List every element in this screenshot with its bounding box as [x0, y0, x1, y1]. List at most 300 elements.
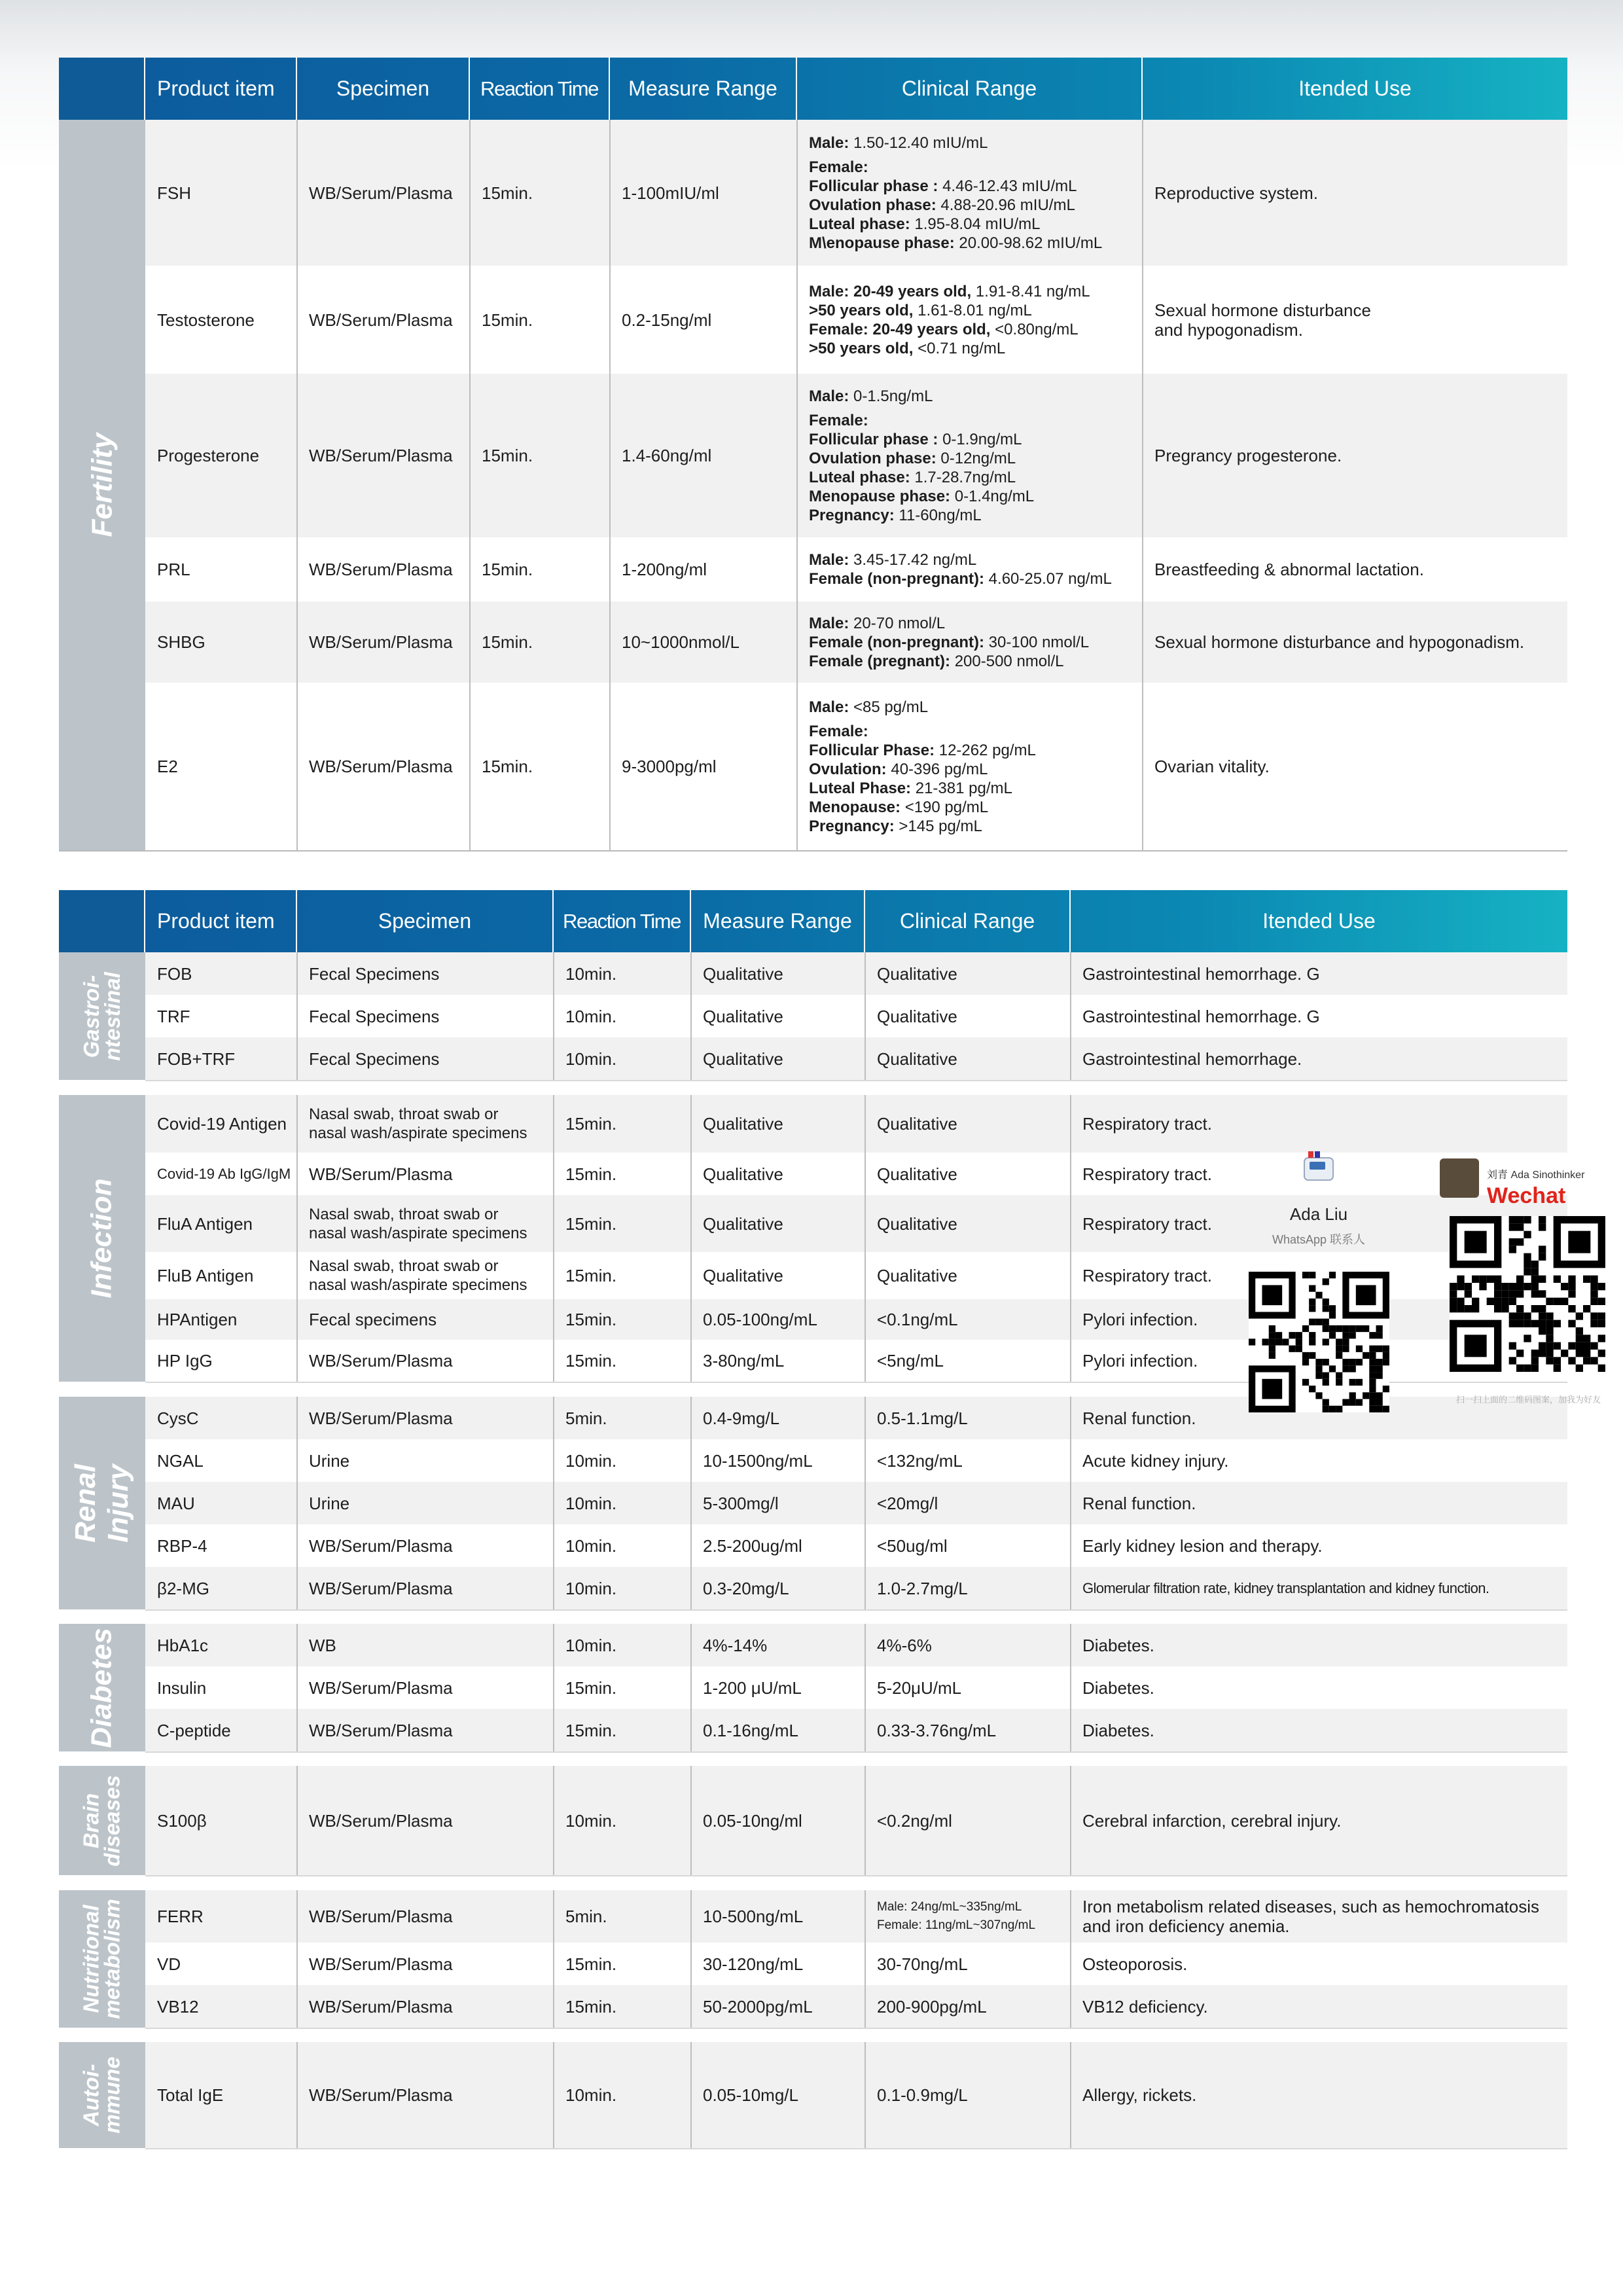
qr-module	[1516, 1365, 1524, 1372]
qr-module	[1539, 1246, 1546, 1253]
clinical-range-lines	[809, 698, 1036, 836]
product-name: S100β	[157, 1810, 207, 1831]
qr-module	[1336, 1346, 1342, 1352]
qr-module	[1509, 1298, 1516, 1305]
qr-module	[1323, 1338, 1329, 1345]
qr-module	[1546, 1342, 1553, 1350]
clinical-range: <0.1ng/mL	[877, 1310, 958, 1329]
qr-module	[1315, 1359, 1322, 1365]
qr-module	[1369, 1379, 1376, 1386]
qr-module	[1465, 1290, 1472, 1297]
qr-module	[1262, 1338, 1268, 1345]
category-label: Brain diseases	[79, 1774, 125, 1867]
column-divider	[1070, 2042, 1071, 2148]
specimen: Urine	[309, 1493, 350, 1513]
column-divider	[690, 1890, 692, 2028]
clinical-value: 0-1.5ng/mL	[853, 387, 933, 405]
qr-module	[1309, 1352, 1315, 1359]
qr-module	[1583, 1357, 1590, 1364]
clinical-range-lines	[809, 614, 1089, 671]
qr-module	[1539, 1216, 1546, 1223]
qr-module	[1450, 1290, 1457, 1297]
clinical-label: Female:	[809, 411, 868, 429]
table-header	[59, 58, 1567, 120]
qr-module	[1457, 1305, 1464, 1312]
qr-module	[1546, 1357, 1553, 1364]
clinical-value: 0-1.9ng/mL	[942, 430, 1022, 448]
qr-module	[1509, 1283, 1516, 1290]
specimen: WB/Serum/Plasma	[309, 1578, 453, 1598]
qr-module	[1590, 1298, 1597, 1305]
qr-finder-pattern	[1568, 1231, 1590, 1253]
clinical-range	[797, 266, 1143, 374]
qr-module	[1457, 1276, 1464, 1283]
qr-module	[1342, 1325, 1349, 1332]
group-bottom-rule	[145, 1080, 1567, 1081]
clinical-range: 0.33-3.76ng/mL	[877, 1720, 997, 1740]
measure-range: 3-80ng/mL	[703, 1351, 785, 1371]
specimen: WB/Serum/Plasma	[309, 1954, 453, 1974]
product-name: CysC	[157, 1408, 199, 1428]
clinical-value: <0.80ng/mL	[995, 320, 1079, 338]
qr-module	[1369, 1365, 1376, 1372]
qr-module	[1323, 1319, 1329, 1325]
clinical-range: <0.2ng/ml	[877, 1810, 952, 1831]
table-row	[145, 2042, 1567, 2148]
qr-module	[1524, 1216, 1531, 1223]
column-divider	[690, 952, 692, 1080]
qr-module	[1315, 1292, 1322, 1299]
table-row	[145, 1943, 1567, 1985]
qr-module	[1479, 1276, 1486, 1283]
qr-module	[1539, 1342, 1546, 1350]
group-bottom-rule	[145, 2148, 1567, 2149]
qr-module	[1383, 1352, 1389, 1359]
clinical-range: 30-70ng/mL	[877, 1954, 968, 1974]
clinical-line	[809, 339, 1090, 358]
clinical-value: 0-1.4ng/mL	[954, 487, 1035, 505]
specimen: Fecal Specimens	[309, 1049, 440, 1069]
intended-use: Pylori infection.	[1082, 1310, 1198, 1329]
clinical-line	[809, 158, 1102, 177]
reaction-time: 15min.	[482, 446, 533, 465]
qr-module	[1289, 1332, 1295, 1338]
intended-use: Cerebral infarction, cerebral injury.	[1082, 1810, 1342, 1831]
qr-module	[1249, 1338, 1255, 1345]
measure-range: Qualitative	[703, 963, 783, 984]
product-name: FOB	[157, 963, 192, 984]
qr-finder-pattern	[1356, 1285, 1376, 1305]
specimen: Fecal Specimens	[309, 963, 440, 984]
product-name: FOB+TRF	[157, 1049, 236, 1069]
qr-module	[1590, 1342, 1597, 1350]
qr-module	[1329, 1272, 1336, 1278]
qr-module	[1524, 1312, 1531, 1319]
reaction-time: 10min.	[565, 1006, 617, 1026]
qr-module	[1494, 1305, 1501, 1312]
clinical-line	[809, 506, 1034, 525]
product-name: E2	[157, 757, 178, 776]
clinical-line	[809, 320, 1090, 339]
category-label: Gastroi- ntestinal	[79, 971, 125, 1061]
clinical-label: Male:	[809, 387, 849, 405]
qr-module	[1329, 1406, 1336, 1412]
qr-module	[1457, 1298, 1464, 1305]
clinical-label: Luteal Phase:	[809, 779, 912, 797]
reaction-time: 10min.	[565, 1450, 617, 1471]
qr-module	[1349, 1359, 1356, 1365]
qr-module	[1590, 1276, 1597, 1283]
clinical-line	[809, 569, 1112, 588]
column-divider	[553, 1095, 554, 1382]
measure-range: 1-100mIU/ml	[622, 183, 719, 203]
clinical-range: Male: 24ng/mL~335ng/mL Female: 11ng/mL~307ng/mL	[877, 1900, 1036, 1932]
qr-module	[1524, 1335, 1531, 1342]
clinical-value: 4.88-20.96 mIU/mL	[940, 196, 1075, 214]
header-product-item: Product item	[145, 890, 297, 952]
qr-module	[1561, 1283, 1568, 1290]
measure-range: 30-120ng/mL	[703, 1954, 804, 1974]
reaction-time: 15min.	[565, 1996, 617, 2017]
qr-module	[1479, 1283, 1486, 1290]
qr-module	[1598, 1298, 1605, 1305]
header-product-item: Product item	[145, 58, 297, 120]
clinical-range: Qualitative	[877, 1164, 957, 1184]
header-measure-range: Measure Range	[691, 890, 865, 952]
measure-range: 2.5-200ug/ml	[703, 1535, 802, 1556]
clinical-line	[809, 487, 1034, 506]
clinical-range: 0.5-1.1mg/L	[877, 1408, 968, 1428]
reaction-time: 10min.	[565, 1049, 617, 1069]
qr-module	[1598, 1335, 1605, 1342]
qr-module	[1531, 1320, 1539, 1327]
analyzer-device-icon	[1299, 1149, 1338, 1187]
qr-module	[1494, 1283, 1501, 1290]
column-divider	[690, 1766, 692, 1875]
specimen: WB/Serum/Plasma	[309, 1996, 453, 2017]
qr-module	[1336, 1338, 1342, 1345]
column-divider	[1070, 1397, 1071, 1609]
clinical-range: <20mg/l	[877, 1493, 938, 1513]
clinical-value: <0.71 ng/mL	[918, 339, 1006, 357]
table-body	[59, 120, 1567, 850]
qr-module	[1465, 1283, 1472, 1290]
clinical-range: 4%-6%	[877, 1635, 932, 1655]
header-measure-range: Measure Range	[610, 58, 797, 120]
qr-module	[1590, 1283, 1597, 1290]
qr-module	[1356, 1359, 1363, 1365]
qr-module	[1524, 1283, 1531, 1290]
clinical-label: Follicular Phase:	[809, 741, 935, 759]
column-divider	[296, 1890, 298, 2028]
category-renal-injury	[59, 1397, 145, 1609]
qr-module	[1576, 1327, 1583, 1335]
measure-range: 0.4-9mg/L	[703, 1408, 780, 1428]
measure-range: Qualitative	[703, 1006, 783, 1026]
qr-module	[1383, 1359, 1389, 1365]
qr-module	[1524, 1261, 1531, 1268]
clinical-value: 20.00-98.62 mIU/mL	[959, 234, 1103, 252]
clinical-line	[809, 614, 1089, 633]
qr-module	[1554, 1276, 1561, 1283]
qr-module	[1546, 1350, 1553, 1357]
specimen: WB/Serum/Plasma	[309, 632, 453, 652]
specimen: Urine	[309, 1450, 350, 1471]
qr-module	[1369, 1392, 1376, 1399]
measure-range: Qualitative	[703, 1049, 783, 1069]
reaction-time: 15min.	[565, 1677, 617, 1698]
clinical-line	[809, 760, 1036, 779]
clinical-value: 4.46-12.43 mIU/mL	[942, 177, 1077, 195]
table-row	[145, 1524, 1567, 1567]
clinical-range	[797, 374, 1143, 537]
clinical-line	[809, 152, 1102, 158]
qr-module	[1376, 1406, 1383, 1412]
clinical-range: 200-900pg/mL	[877, 1996, 987, 2017]
product-name: SHBG	[157, 632, 205, 652]
specimen: WB/Serum/Plasma	[309, 1810, 453, 1831]
category-gastrointestinal	[59, 952, 145, 1080]
qr-module	[1598, 1350, 1605, 1357]
qr-module	[1516, 1320, 1524, 1327]
column-divider	[865, 1624, 866, 1751]
qr-module	[1323, 1399, 1329, 1406]
qr-module	[1509, 1223, 1516, 1230]
clinical-label: Male: 20-49 years old,	[809, 282, 972, 300]
clinical-label: Male:	[809, 134, 849, 152]
category-label: Autoi- mmune	[79, 2056, 124, 2134]
specimen: WB/Serum/Plasma	[309, 560, 453, 579]
intended-use: Pylori infection.	[1082, 1351, 1198, 1371]
clinical-range-lines	[809, 134, 1102, 253]
product-name: HP IgG	[157, 1351, 213, 1371]
clinical-label: Luteal phase:	[809, 215, 910, 233]
qr-module	[1457, 1283, 1464, 1290]
clinical-label: >50 years old,	[809, 301, 914, 319]
qr-module	[1516, 1290, 1524, 1297]
reaction-time: 10min.	[565, 1535, 617, 1556]
measure-range: 10-500ng/mL	[703, 1907, 804, 1926]
clinical-range: 1.0-2.7mg/L	[877, 1578, 968, 1598]
specimen: WB/Serum/Plasma	[309, 2085, 453, 2105]
category-brain-diseases	[59, 1766, 145, 1875]
clinical-range: <5ng/mL	[877, 1351, 944, 1371]
qr-module	[1336, 1352, 1342, 1359]
column-divider	[469, 120, 471, 850]
clinical-line	[809, 406, 1034, 411]
qr-module	[1309, 1285, 1315, 1291]
header-itended-use: Itended Use	[1262, 909, 1376, 933]
product-name: Covid-19 Antigen	[157, 1114, 287, 1134]
reaction-time: 5min.	[565, 1408, 607, 1428]
intended-use: Ovarian vitality.	[1154, 757, 1270, 776]
clinical-label: Luteal phase:	[809, 468, 910, 486]
qr-module	[1450, 1283, 1457, 1290]
reaction-time: 15min.	[565, 1720, 617, 1740]
qr-module	[1269, 1325, 1275, 1332]
reaction-time: 10min.	[565, 1635, 617, 1655]
qr-module	[1269, 1332, 1275, 1338]
measure-range: Qualitative	[703, 1266, 783, 1285]
qr-module	[1531, 1350, 1539, 1357]
table-row	[145, 952, 1567, 995]
qr-module	[1323, 1299, 1329, 1305]
clinical-label: Ovulation:	[809, 760, 887, 778]
measure-range: 0.2-15ng/ml	[622, 310, 712, 330]
qr-module	[1501, 1305, 1508, 1312]
qr-module	[1576, 1312, 1583, 1319]
qr-module	[1509, 1357, 1516, 1364]
qr-module	[1342, 1359, 1349, 1365]
column-divider	[865, 1890, 866, 2028]
qr-module	[1516, 1312, 1524, 1319]
qr-module	[1329, 1365, 1336, 1372]
clinical-line	[809, 411, 1034, 430]
qr-module	[1349, 1379, 1356, 1386]
specimen: Fecal specimens	[309, 1310, 437, 1329]
table-row	[145, 1037, 1567, 1080]
qr-module	[1309, 1319, 1315, 1325]
specimen: Nasal swab, throat swab or nasal wash/aspirate specimens	[309, 1205, 527, 1242]
clinical-line	[809, 468, 1034, 487]
qr-module	[1546, 1312, 1553, 1319]
clinical-value: 1.91-8.41 ng/mL	[975, 282, 1090, 300]
table-row	[145, 266, 1567, 374]
intended-use: VB12 deficiency.	[1082, 1996, 1208, 2017]
clinical-label: Male:	[809, 551, 849, 569]
qr-module	[1349, 1365, 1356, 1372]
qr-module	[1516, 1283, 1524, 1290]
clinical-line	[809, 550, 1112, 569]
clinical-value: 1.95-8.04 mIU/mL	[914, 215, 1041, 233]
wechat-qr-code[interactable]	[1450, 1216, 1605, 1372]
qr-module	[1539, 1223, 1546, 1230]
column-divider	[796, 120, 798, 850]
qr-module	[1323, 1406, 1329, 1412]
intended-use: Breastfeeding & abnormal lactation.	[1154, 560, 1424, 579]
qr-module	[1539, 1312, 1546, 1319]
clinical-value: 1.7-28.7ng/mL	[914, 468, 1016, 486]
qr-module	[1329, 1312, 1336, 1318]
specimen: WB/Serum/Plasma	[309, 1164, 453, 1184]
clinical-line	[809, 741, 1036, 760]
clinical-value: 30-100 nmol/L	[988, 633, 1090, 651]
qr-module	[1568, 1290, 1575, 1297]
qr-module	[1531, 1365, 1539, 1372]
column-divider	[609, 120, 611, 850]
qr-module	[1472, 1298, 1479, 1305]
qr-module	[1363, 1325, 1369, 1332]
clinical-line	[809, 215, 1102, 234]
clinical-range-lines	[809, 550, 1112, 588]
qr-finder-pattern	[1465, 1231, 1487, 1253]
clinical-line	[809, 779, 1036, 798]
table-row	[145, 1766, 1567, 1875]
clinical-value: >145 pg/mL	[899, 817, 982, 835]
specimen: Nasal swab, throat swab or nasal wash/aspirate specimens	[309, 1257, 527, 1294]
specimen: WB/Serum/Plasma	[309, 1535, 453, 1556]
qr-module	[1531, 1276, 1539, 1283]
whatsapp-qr-code[interactable]	[1249, 1272, 1389, 1412]
specimen: WB/Serum/Plasma	[309, 1907, 453, 1926]
intended-use: Respiratory tract.	[1082, 1114, 1212, 1134]
column-divider	[690, 1397, 692, 1609]
intended-use: Acute kidney injury.	[1082, 1450, 1229, 1471]
column-divider	[1070, 1624, 1071, 1751]
clinical-label: Follicular phase :	[809, 430, 938, 448]
qr-module	[1369, 1386, 1376, 1392]
header-itended-use: Itended Use	[1298, 77, 1412, 100]
intended-use: Sexual hormone disturbance and hypogonadism.	[1154, 632, 1525, 652]
reaction-time: 10min.	[565, 1578, 617, 1598]
intended-use: Diabetes.	[1082, 1635, 1154, 1655]
qr-module	[1554, 1298, 1561, 1305]
column-divider	[690, 1095, 692, 1382]
qr-module	[1487, 1276, 1494, 1283]
reaction-time: 15min.	[565, 1114, 617, 1134]
qr-module	[1568, 1342, 1575, 1350]
qr-module	[1315, 1365, 1322, 1372]
clinical-label: Pregnancy:	[809, 817, 895, 835]
table-row	[145, 1709, 1567, 1751]
qr-module	[1583, 1305, 1590, 1312]
qr-module	[1531, 1283, 1539, 1290]
reaction-time: 15min.	[565, 1954, 617, 1974]
qr-module	[1531, 1305, 1539, 1312]
clinical-value: 11-60ng/mL	[899, 506, 982, 524]
table-body	[59, 952, 1567, 2148]
qr-module	[1516, 1350, 1524, 1357]
qr-module	[1302, 1272, 1309, 1278]
header-corner	[59, 58, 145, 120]
product-name: Covid-19 Ab IgG/IgM	[157, 1165, 291, 1182]
clinical-line	[809, 134, 1102, 152]
category-fertility	[59, 120, 145, 850]
qr-module	[1590, 1320, 1597, 1327]
qr-module	[1524, 1231, 1531, 1238]
qr-module	[1516, 1223, 1524, 1230]
wechat-scan-hint: 扫一扫上面的二维码图案，加我为好友	[1456, 1395, 1601, 1405]
clinical-range: Qualitative	[877, 1114, 957, 1134]
measure-range: 0.1-16ng/mL	[703, 1720, 798, 1740]
product-name: C-peptide	[157, 1720, 231, 1740]
clinical-line	[809, 449, 1034, 468]
qr-module	[1450, 1298, 1457, 1305]
column-divider	[1070, 1890, 1071, 2028]
qr-module	[1282, 1338, 1289, 1345]
reaction-time: 15min.	[565, 1213, 617, 1234]
table-row	[145, 537, 1567, 601]
measure-range: 10-1500ng/mL	[703, 1450, 813, 1471]
clinical-value: 40-396 pg/mL	[891, 760, 988, 778]
intended-use: Diabetes.	[1082, 1720, 1154, 1740]
table-row	[145, 1567, 1567, 1609]
measure-range: 50-2000pg/mL	[703, 1996, 813, 2017]
clinical-label: >50 years old,	[809, 339, 914, 357]
measure-range: Qualitative	[703, 1213, 783, 1234]
qr-module	[1546, 1320, 1553, 1327]
reaction-time: 10min.	[565, 1810, 617, 1831]
qr-module	[1323, 1372, 1329, 1379]
group-bottom-rule	[145, 1609, 1567, 1611]
table-row	[145, 1482, 1567, 1524]
qr-module	[1546, 1335, 1553, 1342]
column-divider	[296, 952, 298, 1080]
qr-module	[1554, 1342, 1561, 1350]
qr-module	[1369, 1332, 1376, 1338]
group-bottom-rule	[145, 1751, 1567, 1753]
intended-use: Respiratory tract.	[1082, 1213, 1212, 1234]
